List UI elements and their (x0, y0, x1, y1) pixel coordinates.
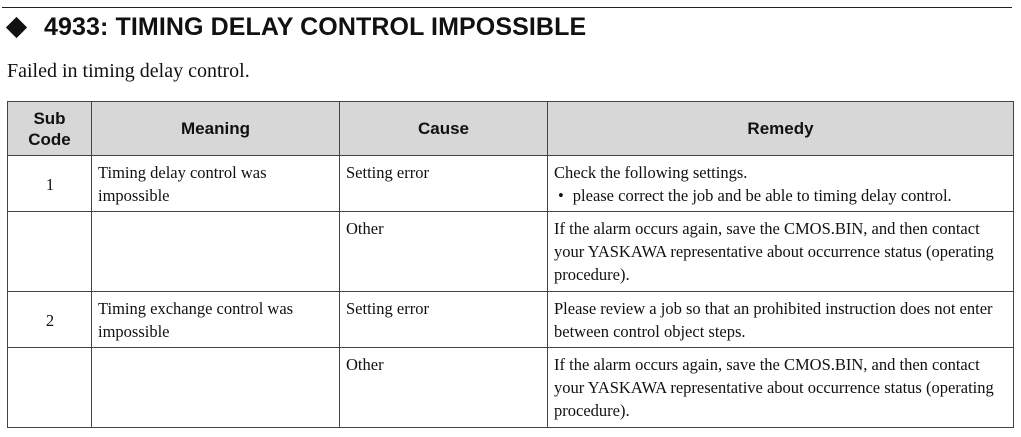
section-heading (6, 13, 586, 42)
table-row (8, 292, 1014, 348)
sub-code-cell (8, 348, 92, 428)
header-remedy: Remedy (548, 102, 1014, 156)
remedy-cell: If the alarm occurs again, save the CMOS.BIN, and then contact your YASKAWA representative about occurrence status (operating procedure). (548, 348, 1014, 428)
intro-text: Failed in timing delay control. (7, 60, 250, 82)
meaning-cell (92, 348, 340, 428)
sub-code-cell (8, 212, 92, 292)
diamond-icon (6, 17, 27, 38)
meaning-cell: Timing delay control was impossible (92, 156, 340, 212)
header-meaning: Meaning (92, 102, 340, 156)
sub-code-cell: 1 (8, 156, 92, 212)
table-row (8, 212, 1014, 292)
remedy-bullet-text: please correct the job and be able to timing delay control. (572, 186, 952, 205)
cause-cell: Other (340, 348, 548, 428)
section-title: 4933: TIMING DELAY CONTROL IMPOSSIBLE (44, 13, 587, 41)
table-header-row (8, 102, 1014, 156)
alarm-table (7, 101, 1014, 428)
header-cause: Cause (340, 102, 548, 156)
table-row (8, 156, 1014, 212)
header-sub-code-line1: Sub (33, 108, 66, 128)
remedy-cell (548, 156, 1014, 212)
cause-cell: Setting error (340, 292, 548, 348)
meaning-cell: Timing exchange control was impossible (92, 292, 340, 348)
bullet-icon: • (558, 186, 564, 205)
meaning-cell (92, 212, 340, 292)
sub-code-cell: 2 (8, 292, 92, 348)
remedy-bullet-item (554, 184, 1008, 207)
table-row (8, 348, 1014, 428)
cause-cell: Other (340, 212, 548, 292)
cause-cell: Setting error (340, 156, 548, 212)
remedy-text: Check the following settings. (554, 163, 748, 182)
header-sub-code (8, 102, 92, 156)
header-sub-code-line2: Code (28, 129, 71, 149)
remedy-cell: Please review a job so that an prohibited instruction does not enter between control object steps. (548, 292, 1014, 348)
remedy-cell: If the alarm occurs again, save the CMOS.BIN, and then contact your YASKAWA representative about occurrence status (operating procedure). (548, 212, 1014, 292)
top-rule (2, 7, 1012, 8)
